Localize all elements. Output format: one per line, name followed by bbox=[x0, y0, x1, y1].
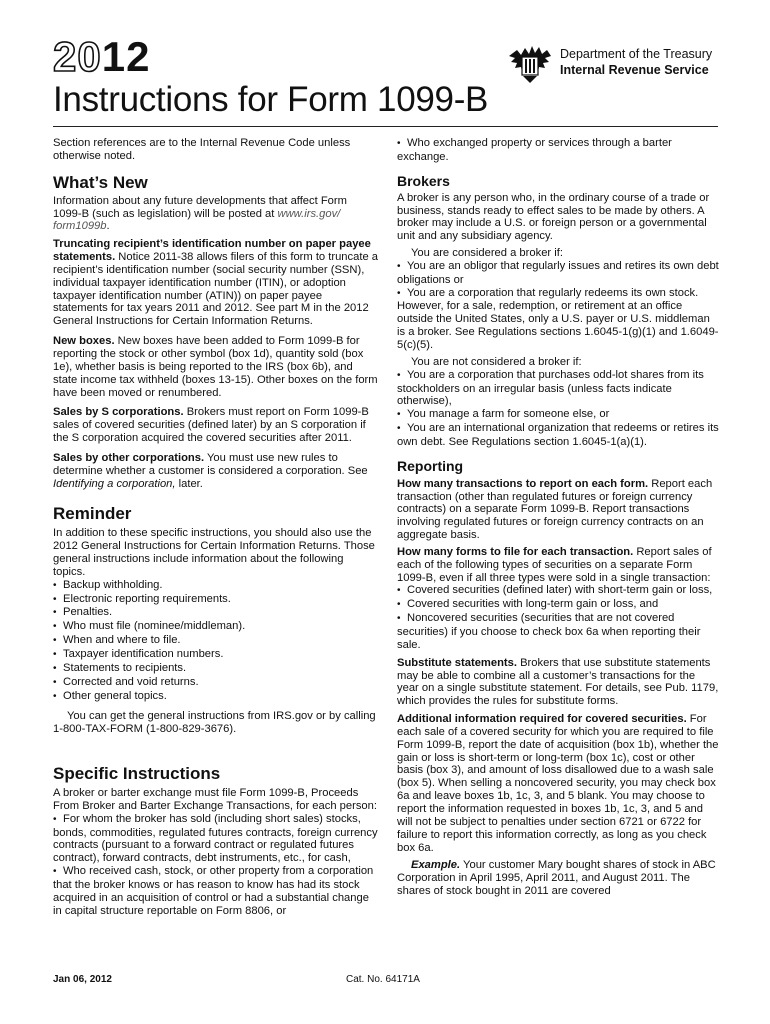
list-item: • Penalties. bbox=[53, 606, 378, 620]
substitute-body: Brokers that use substitute statements may be able to combine all a customer’s transactions for the year on a single substitute statement. For details, see Pub. 1179, which provides the rules for substitute forms. bbox=[397, 656, 719, 708]
list-item: • Who received cash, stock, or other property from a corporation that the broker knows or has reason to know has had its stock acquired in an acquisition of control or had a substantial change in capital structure reportable on Form 8806, or bbox=[53, 865, 378, 917]
catalog-number: Cat. No. 64171A bbox=[346, 974, 420, 985]
transactions-paragraph bbox=[397, 478, 719, 542]
reporting-heading: Reporting bbox=[397, 457, 464, 474]
list-item: • When and where to file. bbox=[53, 634, 378, 648]
considered-intro: You are considered a broker if: bbox=[411, 247, 563, 260]
header-divider bbox=[53, 126, 718, 127]
list-item: • Backup withholding. bbox=[53, 579, 378, 593]
new-boxes-lead: New boxes. bbox=[53, 335, 115, 348]
list-item: • You are an obligor that regularly issues and retires its own debt obligations or bbox=[397, 260, 719, 287]
list-item: • You are an international organization that redeems or retires its own debt. See Regulations section 1.6045-1(a)(1). bbox=[397, 422, 719, 449]
additional-info-lead: Additional information required for covered securities. bbox=[397, 713, 687, 726]
transactions-body: Report each transaction (other than regulated futures or foreign currency contracts) on a separate Form 1099-B. Report transactions involving regulated futures or foreign currency contracts on an aggregate basis. bbox=[397, 477, 713, 542]
tax-year-outline: 20 bbox=[53, 33, 102, 80]
specific-instructions-heading: Specific Instructions bbox=[53, 764, 221, 784]
list-item: • Who must file (nominee/middleman). bbox=[53, 620, 378, 634]
list-item: • Corrected and void returns. bbox=[53, 676, 378, 690]
list-item: • Noncovered securities (securities that are not covered securities) if you choose to check box 6a when reporting their sale. bbox=[397, 612, 719, 652]
list-item: • Covered securities (defined later) with short-term gain or loss, bbox=[397, 584, 719, 598]
whats-new-heading: What’s New bbox=[53, 172, 148, 192]
list-item: • You are a corporation that regularly redeems its own stock. bbox=[397, 287, 719, 301]
other-corp-paragraph bbox=[53, 452, 378, 491]
tax-year-solid: 12 bbox=[101, 33, 151, 80]
right-column bbox=[397, 137, 719, 898]
list-item: • Other general topics. bbox=[53, 690, 378, 704]
left-column bbox=[53, 137, 378, 918]
list-item: • Who exchanged property or services through a barter exchange. bbox=[397, 137, 719, 164]
whats-new-paragraph bbox=[53, 195, 378, 234]
truncating-paragraph bbox=[53, 238, 378, 328]
however-paragraph: However, for a sale, redemption, or retirement at an office outside the United States, only a U.S. payer or U.S. middleman is a broker. See Regulations sections 1.6045-1(g)(1) and 1.6049-5(c)(5). bbox=[397, 300, 719, 351]
reminder-paragraph: In addition to these specific instructions, you should also use the 2012 General Instructions for Certain Information Returns. Those general instructions include information about the following topics. bbox=[53, 527, 375, 578]
whats-new-text-end: . bbox=[106, 220, 110, 233]
not-considered-intro: You are not considered a broker if: bbox=[411, 355, 582, 368]
specific-instructions-paragraph: A broker or barter exchange must file Form 1099-B, Proceeds From Broker and Barter Exchange Transactions, for each person: bbox=[53, 787, 377, 812]
list-item: • Covered securities with long-term gain or loss, and bbox=[397, 598, 719, 612]
substitute-lead: Substitute statements. bbox=[397, 656, 517, 669]
forms-paragraph bbox=[397, 546, 719, 585]
list-item: • You manage a farm for someone else, or bbox=[397, 408, 719, 422]
s-corp-paragraph bbox=[53, 406, 378, 445]
agency-department: Department of the Treasury bbox=[560, 47, 713, 61]
list-item: • You are a corporation that purchases odd-lot shares from its stockholders on an irregular basis (unless facts indicate otherwise), bbox=[397, 369, 719, 409]
list-item: • Taxpayer identification numbers. bbox=[53, 648, 378, 662]
s-corp-body: Brokers must report on Form 1099-B sales of covered securities (defined later) by an S corporation if the S corporation acquired the covered securities after 2011. bbox=[53, 406, 369, 445]
additional-info-body: For each sale of a covered security for which you are required to file Form 1099-B, report the date of acquisition (box 1b), whether the gain or loss is short-term or long-term (box 1c), cost or other basis (box 3), and amount of loss disallowed due to a wash sale (box 5). When selling a noncovered security, you may check box 6a and leave boxes 1b, 1c, 3, and 5 blank. You may choose to report the information requested in boxes 1b, 1c, 3, and 5 and will not be subject to penalties under section 6721 or 6722 for failure to report this information correctly, as long as you check box 6a. bbox=[397, 713, 719, 854]
agency-irs: Internal Revenue Service bbox=[560, 63, 709, 77]
forms-lead: How many forms to file for each transaction. bbox=[397, 545, 634, 558]
list-item: • Electronic reporting requirements. bbox=[53, 593, 378, 607]
identifying-corp-ref: Identifying a corporation, bbox=[53, 477, 176, 490]
example-body: Your customer Mary bought shares of stock in ABC Corporation in April 1995, April 2011, and August 2011. The shares of stock bought in 2011 are covered bbox=[397, 859, 716, 898]
list-item: • Statements to recipients. bbox=[53, 662, 378, 676]
new-boxes-body: New boxes have been added to Form 1099-B for reporting the stock or other symbol (box 1d), quantity sold (box 1e), whether basis is being reported to the IRS (box 6b), and state income tax withheld (boxes 13-15). Other boxes on the form have been moved or renumbered. bbox=[53, 335, 378, 399]
other-corp-body-a: You must use new rules to determine whether a customer is considered a corporation. See bbox=[53, 451, 368, 477]
truncating-body: Notice 2011-38 allows filers of this form to truncate a recipient’s identification number (social security number (SSN), individual taxpayer identification number (ITIN), or adoption taxpayer identification number (ATIN)) on paper payee statements for tax years 2011 and 2012. See part M in the 2012 General Instructions for Certain Information Returns. bbox=[53, 251, 379, 328]
other-corp-body-b: later. bbox=[175, 477, 203, 490]
agency-block bbox=[560, 46, 712, 78]
whats-new-text: Information about any future developments that affect Form 1099-B (such as legislation) will be posted at bbox=[53, 194, 347, 220]
revision-date: Jan 06, 2012 bbox=[53, 974, 112, 985]
s-corp-lead: Sales by S corporations. bbox=[53, 406, 184, 419]
substitute-paragraph bbox=[397, 657, 719, 708]
example-paragraph bbox=[397, 859, 719, 898]
list-item: • For whom the broker has sold (including short sales) stocks, bonds, commodities, regulated futures contracts, foreign currency contracts (pursuant to a forward contract or regulated futures contract), forward contracts, debt instruments, etc., for cash, bbox=[53, 813, 378, 865]
forms-body: Report sales of each of the following types of securities on a separate Form 1099-B, even if all three types were sold in a single transaction: bbox=[397, 545, 712, 584]
irs-form1099b-link[interactable]: www.irs.gov/ form1099b bbox=[53, 207, 341, 233]
reminder-heading: Reminder bbox=[53, 504, 132, 524]
irs-eagle-logo-icon bbox=[505, 42, 555, 84]
other-corp-lead: Sales by other corporations. bbox=[53, 451, 205, 464]
additional-info-paragraph bbox=[397, 713, 719, 854]
brokers-heading: Brokers bbox=[397, 172, 450, 189]
brokers-paragraph: A broker is any person who, in the ordinary course of a trade or business, stands ready to effect sales to be made by others. A broker may include a U.S. or foreign person or a governmental unit and any subsidiary agency. bbox=[397, 191, 710, 243]
truncating-lead: Truncating recipient’s identification number on paper payee statements. bbox=[53, 238, 371, 264]
new-boxes-paragraph bbox=[53, 335, 378, 399]
intro-text: Section references are to the Internal Revenue Code unless otherwise noted. bbox=[53, 137, 351, 162]
example-lead: Example. bbox=[411, 859, 461, 872]
transactions-lead: How many transactions to report on each form. bbox=[397, 477, 649, 490]
page-title: Instructions for Form 1099-B bbox=[53, 80, 489, 119]
tax-year bbox=[53, 33, 151, 80]
reminder-contact: You can get the general instructions from IRS.gov or by calling 1-800-TAX-FORM (1-800-829-3676). bbox=[53, 710, 376, 736]
